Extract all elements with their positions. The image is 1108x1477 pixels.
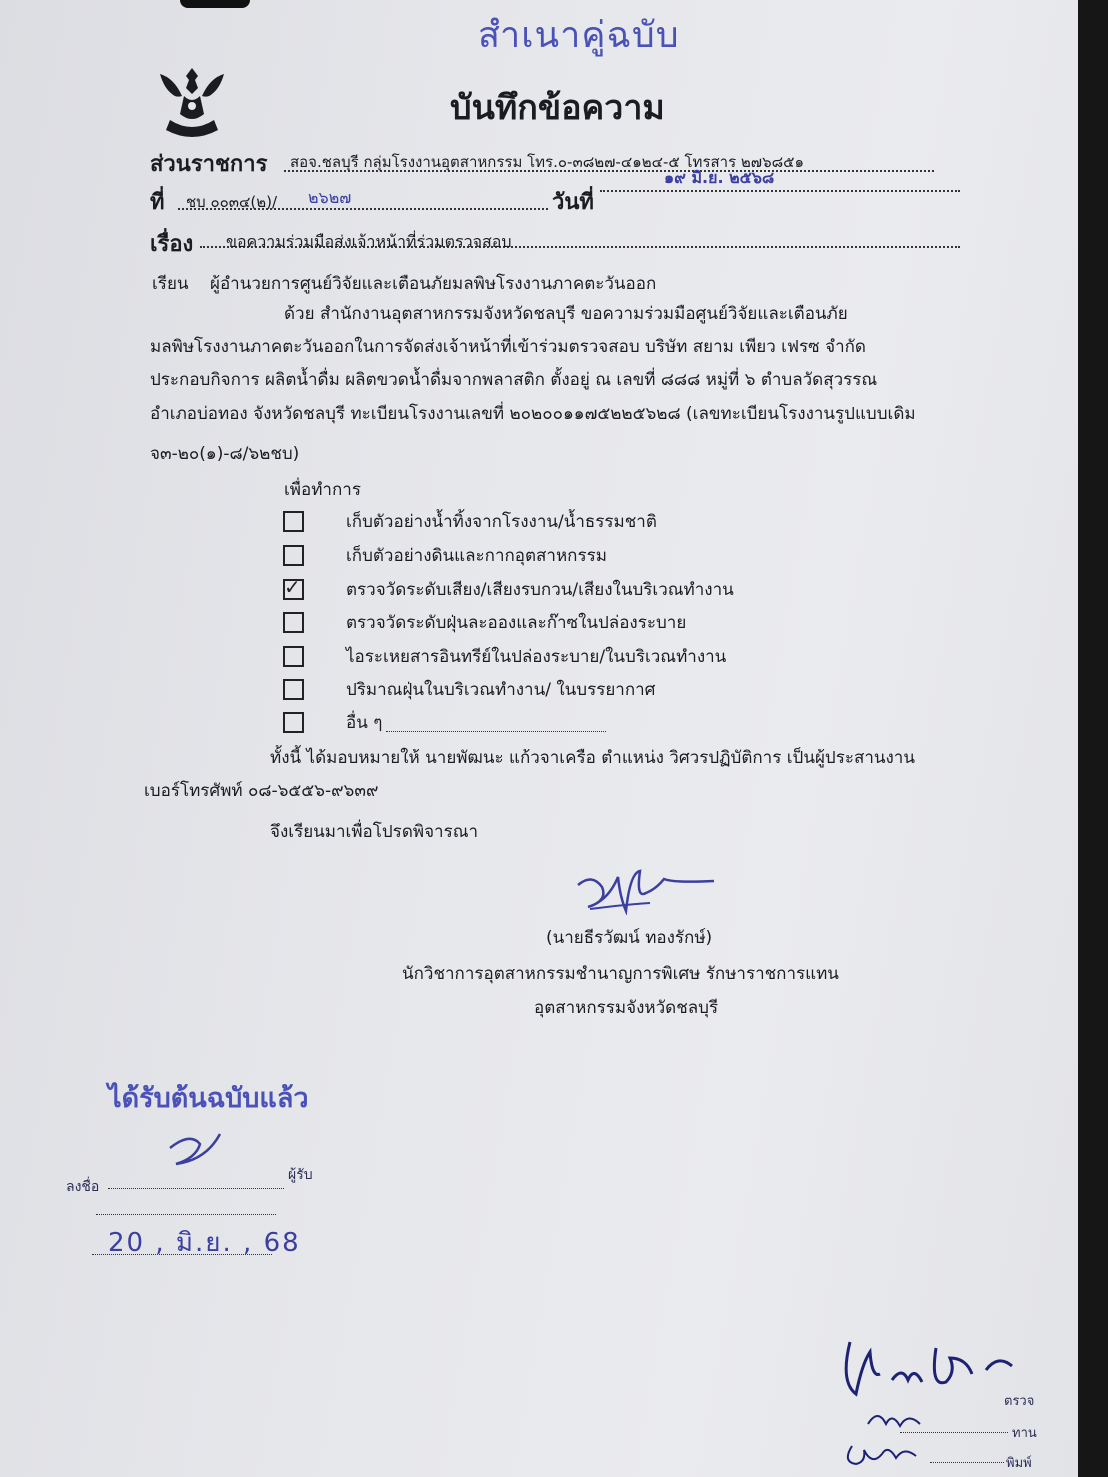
copy-stamp: สำเนาคู่ฉบับ <box>478 15 680 56</box>
print-line <box>930 1462 1004 1463</box>
number-value: ชบ ๐๐๓๔(๒)/ <box>186 193 278 211</box>
to-label: เรียน <box>152 274 189 294</box>
checklist-item-label: เก็บตัวอย่างดินและกากอุตสาหกรรม <box>346 546 607 566</box>
checklist-item <box>283 508 657 535</box>
to-value: ผู้อำนวยการศูนย์วิจัยและเตือนภัยมลพิษโรงงานภาคตะวันออก <box>210 274 657 294</box>
type-label: ทาน <box>1012 1426 1037 1441</box>
checkbox-checked <box>283 579 304 600</box>
checkbox-unchecked <box>283 679 304 700</box>
page-corner-shadow <box>180 0 250 8</box>
body-line-3: ประกอบกิจการ ผลิตน้ำดื่ม ผลิตขวดน้ำดื่มจากพลาสติก ตั้งอยู่ ณ เลขที่ ๘๘๘ หมู่ที่ ๖ ตำบลวัดสุวรรณ <box>150 370 878 390</box>
checklist-item-label: ตรวจวัดระดับเสียง/เสียงรบกวน/เสียงในบริเวณทำงาน <box>346 580 734 600</box>
checkbox-unchecked <box>283 646 304 667</box>
receipt-sign-line <box>108 1188 284 1189</box>
closing-line: จึงเรียนมาเพื่อโปรดพิจารณา <box>270 822 479 842</box>
receipt-date-upper-line <box>96 1214 276 1215</box>
checkbox-unchecked <box>283 511 304 532</box>
assignment-line-1: ทั้งนี้ ได้มอบหมายให้ นายพัฒนะ แก้วจาเครือ ตำแหน่ง วิศวรปฏิบัติการ เป็นผู้ประสานงาน <box>270 748 915 768</box>
receipt-receiver-label: ผู้รับ <box>288 1167 313 1183</box>
number-label: ที่ <box>150 190 165 215</box>
agency-label: ส่วนราชการ <box>150 152 268 177</box>
agency-value: สอจ.ชลบุรี กลุ่มโรงงานอุตสาหกรรม โทร.๐-๓๘๒๗-๔๑๒๔-๕ โทรสาร ๒๗๖๘๕๑ <box>290 153 805 171</box>
checklist-item-label: อื่น ๆ <box>346 713 383 733</box>
signer-name: (นายธีรวัฒน์ ทองรักษ์) <box>546 928 713 948</box>
signer-office: อุตสาหกรรมจังหวัดชลบุรี <box>534 998 719 1018</box>
check-label: ตรวจ <box>1004 1394 1035 1409</box>
checkbox-unchecked <box>283 612 304 633</box>
receipt-date-handwritten: 20 , มิ.ย. , 68 <box>108 1228 301 1258</box>
checklist-item-label: เก็บตัวอย่างน้ำทิ้งจากโรงงาน/น้ำธรรมชาติ <box>346 512 657 532</box>
body-line-5: จ๓-๒๐(๑)-๘/๖๒ชบ) <box>150 444 300 464</box>
checklist-item <box>283 542 607 569</box>
checklist-item <box>283 676 655 703</box>
body-line-4: อำเภอบ่อทอง จังหวัดชลบุรี ทะเบียนโรงงานเลขที่ ๒๐๒๐๐๑๑๗๕๒๒๕๖๒๘ (เลขทะเบียนโรงงานรูปแบบเดิม <box>150 404 916 424</box>
receipt-stamp: ได้รับต้นฉบับแล้ว <box>108 1083 309 1114</box>
background-edge <box>1078 0 1108 1477</box>
checklist-item-label: ไอระเหยสารอินทรีย์ในปล่องระบาย/ในบริเวณทำงาน <box>346 647 727 667</box>
checklist-item-label: ตรวจวัดระดับฝุ่นละอองและก๊าซในปล่องระบาย <box>346 613 687 633</box>
checklist-item <box>283 643 726 670</box>
other-dotted-line <box>386 713 606 732</box>
checkbox-unchecked <box>283 545 304 566</box>
subject-value: ขอความร่วมมือส่งเจ้าหน้าที่ร่วมตรวจสอบ <box>226 232 512 251</box>
body-line-1: ด้วย สำนักงานอุตสาหกรรมจังหวัดชลบุรี ขอความร่วมมือศูนย์วิจัยและเตือนภัย <box>284 304 848 324</box>
assignment-line-2: เบอร์โทรศัพท์ ๐๘-๖๕๕๖-๙๖๓๙ <box>144 781 379 801</box>
print-label: พิมพ์ <box>1006 1456 1032 1471</box>
receipt-sign-label: ลงชื่อ <box>66 1179 100 1195</box>
signer-signature <box>570 845 730 915</box>
subject-label: เรื่อง <box>150 232 194 257</box>
date-label: วันที่ <box>552 190 594 215</box>
typist-initials <box>862 1404 942 1434</box>
checklist-item <box>283 609 686 636</box>
signer-position: นักวิชาการอุตสาหกรรมชำนาญการพิเศษ รักษาราชการแทน <box>402 964 839 984</box>
number-handwritten: ๒๖๒๗ <box>308 188 352 207</box>
checklist-item <box>283 709 606 736</box>
date-value: ๑๙ มิ.ย. ๒๕๖๘ <box>664 168 775 187</box>
garuda-emblem <box>150 60 234 142</box>
checklist-item <box>283 576 734 603</box>
receiver-signature <box>160 1128 230 1178</box>
printer-initials <box>840 1436 940 1468</box>
purpose-label: เพื่อทำการ <box>284 480 361 500</box>
checklist-item-label: ปริมาณฝุ่นในบริเวณทำงาน/ ในบรรยากาศ <box>346 680 656 700</box>
checkbox-unchecked <box>283 712 304 733</box>
memo-title: บันทึกข้อความ <box>450 88 665 128</box>
body-line-2: มลพิษโรงงานภาคตะวันออกในการจัดส่งเจ้าหน้าที่เข้าร่วมตรวจสอบ บริษัท สยาม เพียว เฟรซ จำกัด <box>150 337 866 357</box>
receipt-date-line <box>92 1254 272 1255</box>
date-dotted-line <box>600 190 960 192</box>
